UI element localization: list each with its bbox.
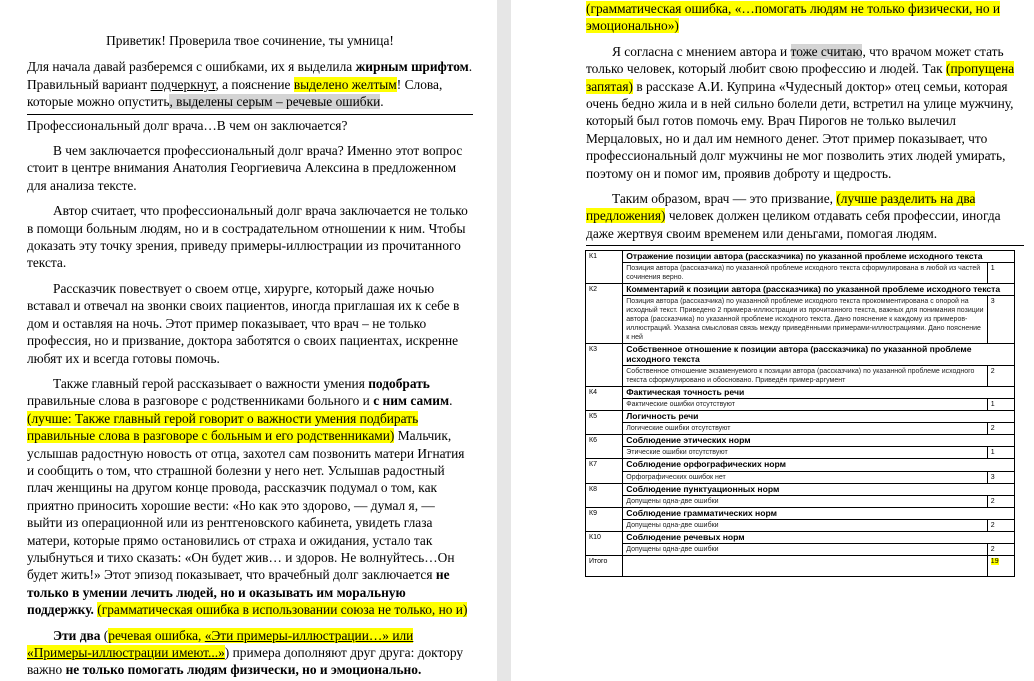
criterion-detail-row bbox=[586, 399, 1015, 411]
criterion-row bbox=[586, 411, 1015, 423]
total-label: Итого bbox=[586, 556, 623, 577]
criterion-code: К3 bbox=[586, 344, 623, 386]
top-note: (грамматическая ошибка, «…помогать людям не только физически, но и эмоционально») bbox=[586, 1, 1001, 34]
criterion-detail-row bbox=[586, 544, 1015, 556]
criterion-row bbox=[586, 435, 1015, 447]
criterion-score: 2 bbox=[987, 495, 1014, 507]
divider-right bbox=[586, 245, 1024, 246]
correction-note: (лучше: Также главный герой говорит о важности умения подбирать правильные слова в разговоре с больным и его родственниками) bbox=[27, 410, 419, 444]
speech-error-note: речевая ошибка, bbox=[108, 627, 205, 643]
total-score: 19 bbox=[987, 556, 1014, 577]
criterion-description: Этические ошибки отсутствуют bbox=[623, 447, 988, 459]
criterion-title: Соблюдение орфографических норм bbox=[623, 459, 1015, 471]
criterion-code: К10 bbox=[586, 532, 623, 556]
total-empty bbox=[623, 556, 988, 577]
criterion-code: К7 bbox=[586, 459, 623, 483]
criterion-score: 2 bbox=[987, 520, 1014, 532]
criterion-description: Позиция автора (рассказчика) по указанной проблеме исходного текста сформулирована в любой из частей сочинения верно. bbox=[623, 263, 988, 284]
criterion-title: Логичность речи bbox=[623, 411, 1015, 423]
criterion-score: 3 bbox=[987, 296, 1014, 344]
redundant-phrase: тоже считаю bbox=[790, 43, 863, 59]
criterion-code: К1 bbox=[586, 251, 623, 284]
criterion-detail-row bbox=[586, 263, 1015, 284]
comma-note: (пропущена запятая) bbox=[586, 61, 1015, 94]
criterion-detail-row bbox=[586, 423, 1015, 435]
criterion-description: Фактические ошибки отсутствуют bbox=[623, 399, 988, 411]
criterion-row bbox=[586, 483, 1015, 495]
essay-paragraph-4: Также главный герой рассказывает о важности умения подобрать правильные слова в разговоре с родственниками больного и с ним самим. (лучше: Также главный герой говорит о важности умения подбирать правильные слова в разговоре с больным и его родственниками) Мальчик, услышав радостную новость от отца, захотел сам позвонить матери Игнатия и сообщить о том, что страшной болезни у него нет. Услышав радостный плач женщины на другом конце провода, рассказчик подумал о том, как приятно приносить хорошие вести: «Но как это здорово, — думал я, — выйти из операционной или из рентгеновского кабинета, увидеть глаза матери, которые прямо остановились от страха и ожидания, устало так улыбнуться и тихо сказать: «Он будет жив… и здоров. Не волнуйтесь…Он будет жить!» Этот эпизод показывает, что врачебный долг заключается не только в умении лечить людей, но и оказывать им моральную поддержку. (грамматическая ошибка в использовании союза не только, но и) bbox=[27, 375, 468, 618]
criterion-title: Собственное отношение к позиции автора (рассказчика) по указанной проблеме исходного текста bbox=[623, 344, 1015, 365]
criterion-detail-row bbox=[586, 520, 1015, 532]
split-note: (лучше разделить на два предложения) bbox=[586, 191, 976, 224]
criterion-title: Соблюдение речевых норм bbox=[623, 532, 1015, 544]
intro-paragraph: Для начала давай разберемся с ошибками, их я выделила жирным шрифтом. Правильный вариант подчеркнут, а пояснение выделено желтым! Слова, которые можно опустить, выделены серым – речевые ошибки. bbox=[27, 59, 473, 110]
criterion-row bbox=[586, 459, 1015, 471]
criterion-code: К9 bbox=[586, 507, 623, 531]
criterion-row bbox=[586, 284, 1015, 296]
essay-paragraph-6: Я согласна с мнением автора и тоже считаю, что врачом может стать только человек, который любит свою профессию и людей. Так (пропущена запятая) в рассказе А.И. Куприна «Чудесный доктор» отец семьи, которая очень бедно жила и в ней сильно болели дети, встретил на улице мужчину, который был готов помочь ему. Врач Пирогов не только вылечил Мерцаловых, но и дал им немного денег. Этот пример показывает, что профессиональный долг мужчины не мог позволить этих людей умирать, поэтому он и помог им, проявив доброту и щедрость. bbox=[586, 43, 1015, 181]
criterion-description: Логические ошибки отсутствуют bbox=[623, 423, 988, 435]
greeting: Приветик! Проверила твое сочинение, ты умница! bbox=[106, 33, 394, 48]
grammar-note: (грамматическая ошибка в использовании союза не только, но и) bbox=[97, 602, 468, 618]
criterion-detail-row bbox=[586, 365, 1015, 386]
criteria-table bbox=[585, 250, 1015, 577]
criterion-title: Отражение позиции автора (рассказчика) по указанной проблеме исходного текста bbox=[623, 251, 1015, 263]
yellow-sample: выделено желтым bbox=[293, 76, 397, 92]
gray-sample: , выделены серым – речевые ошибки bbox=[169, 94, 381, 110]
criterion-description: Собственное отношение экзаменуемого к позиции автора (рассказчика) по указанной проблеме исходного текста сформулировано и обосновано. Приведён пример-аргумент bbox=[623, 365, 988, 386]
criterion-code: К4 bbox=[586, 386, 623, 410]
criterion-title: Соблюдение пунктуационных норм bbox=[623, 483, 1015, 495]
criterion-score: 2 bbox=[987, 544, 1014, 556]
criterion-score: 2 bbox=[987, 423, 1014, 435]
essay-paragraph-7: Таким образом, врач — это призвание, (лучше разделить на два предложения) человек должен целиком отдавать себя профессии, иногда даже жертвуя своим временем или деньгами, помогая людям. bbox=[586, 191, 1001, 241]
criterion-row bbox=[586, 507, 1015, 519]
essay-title: Профессиональный долг врача…В чем он заключается? bbox=[27, 117, 348, 133]
criterion-detail-row bbox=[586, 495, 1015, 507]
criterion-description: Орфографических ошибок нет bbox=[623, 471, 988, 483]
criterion-description: Допущены одна-две ошибки bbox=[623, 520, 988, 532]
essay-paragraph-3: Рассказчик повествует о своем отце, хирурге, который даже ночью вставал и отвечал на звонки своих пациентов, иногда приглашая их к себе в дом и оставляя на ночь. Этот пример показывает, что врач – не только профессия, но и призвание, доктора заботятся о своих пациентах, искренне любят их и всегда готовы помочь. bbox=[27, 280, 460, 366]
criterion-row bbox=[586, 344, 1015, 365]
criterion-code: К8 bbox=[586, 483, 623, 507]
criterion-row bbox=[586, 386, 1015, 398]
essay-paragraph-5: Эти два (речевая ошибка, «Эти примеры-иллюстрации…» или «Примеры-иллюстрации имеют...») примера дополняют друг друга: доктору важно не только помогать людям физически, но и эмоционально. bbox=[27, 627, 464, 678]
essay-paragraph-1: В чем заключается профессиональный долг врача? Именно этот вопрос стоит в центре внимания Анатолия Георгиевича Алексина в предложенном для анализа тексте. bbox=[27, 143, 463, 193]
criterion-row bbox=[586, 251, 1015, 263]
criterion-description: Допущены одна-две ошибки bbox=[623, 495, 988, 507]
criterion-title: Соблюдение грамматических норм bbox=[623, 507, 1015, 519]
criterion-title: Комментарий к позиции автора (рассказчика) по указанной проблеме исходного текста bbox=[623, 284, 1015, 296]
total-row bbox=[586, 556, 1015, 577]
criterion-score: 1 bbox=[987, 447, 1014, 459]
underline-sample: подчеркнут bbox=[150, 76, 216, 92]
criterion-code: К2 bbox=[586, 284, 623, 344]
criterion-title: Фактическая точность речи bbox=[623, 386, 1015, 398]
criterion-detail-row bbox=[586, 447, 1015, 459]
divider bbox=[27, 114, 473, 115]
speech-error-correction: «Эти примеры-иллюстрации…» или «Примеры-иллюстрации имеют...» bbox=[27, 627, 414, 660]
criterion-detail-row bbox=[586, 471, 1015, 483]
criterion-score: 1 bbox=[987, 263, 1014, 284]
document-page-left bbox=[0, 0, 497, 681]
bold-sample: жирным шрифтом bbox=[355, 59, 469, 75]
criterion-score: 3 bbox=[987, 471, 1014, 483]
criterion-description: Позиция автора (рассказчика) по указанной проблеме исходного текста прокомментирована с опорой на исходный текст. Приведено 2 примера-иллюстрации из прочитанного текста, важных для понимания позиции автора (рассказчика) по указанной проблеме исходного текста. Дано пояснение к каждому из примеров-иллюстраций. Указана смысловая связь между приведёнными примерами-иллюстрациями. Дано пояснение к ней bbox=[623, 296, 988, 344]
criterion-title: Соблюдение этических норм bbox=[623, 435, 1015, 447]
criterion-code: К5 bbox=[586, 411, 623, 435]
criterion-score: 2 bbox=[987, 365, 1014, 386]
criterion-detail-row bbox=[586, 296, 1015, 344]
criterion-score: 1 bbox=[987, 399, 1014, 411]
essay-paragraph-2: Автор считает, что профессиональный долг врача заключается не только в помощи больным людям, но и в сострадательном отношении к ним. Чтобы доказать эту точку зрения, приведу примеры-иллюстрации из прочитанного текста. bbox=[27, 203, 468, 271]
criterion-code: К6 bbox=[586, 435, 623, 459]
criterion-row bbox=[586, 532, 1015, 544]
criterion-description: Допущены одна-две ошибки bbox=[623, 544, 988, 556]
